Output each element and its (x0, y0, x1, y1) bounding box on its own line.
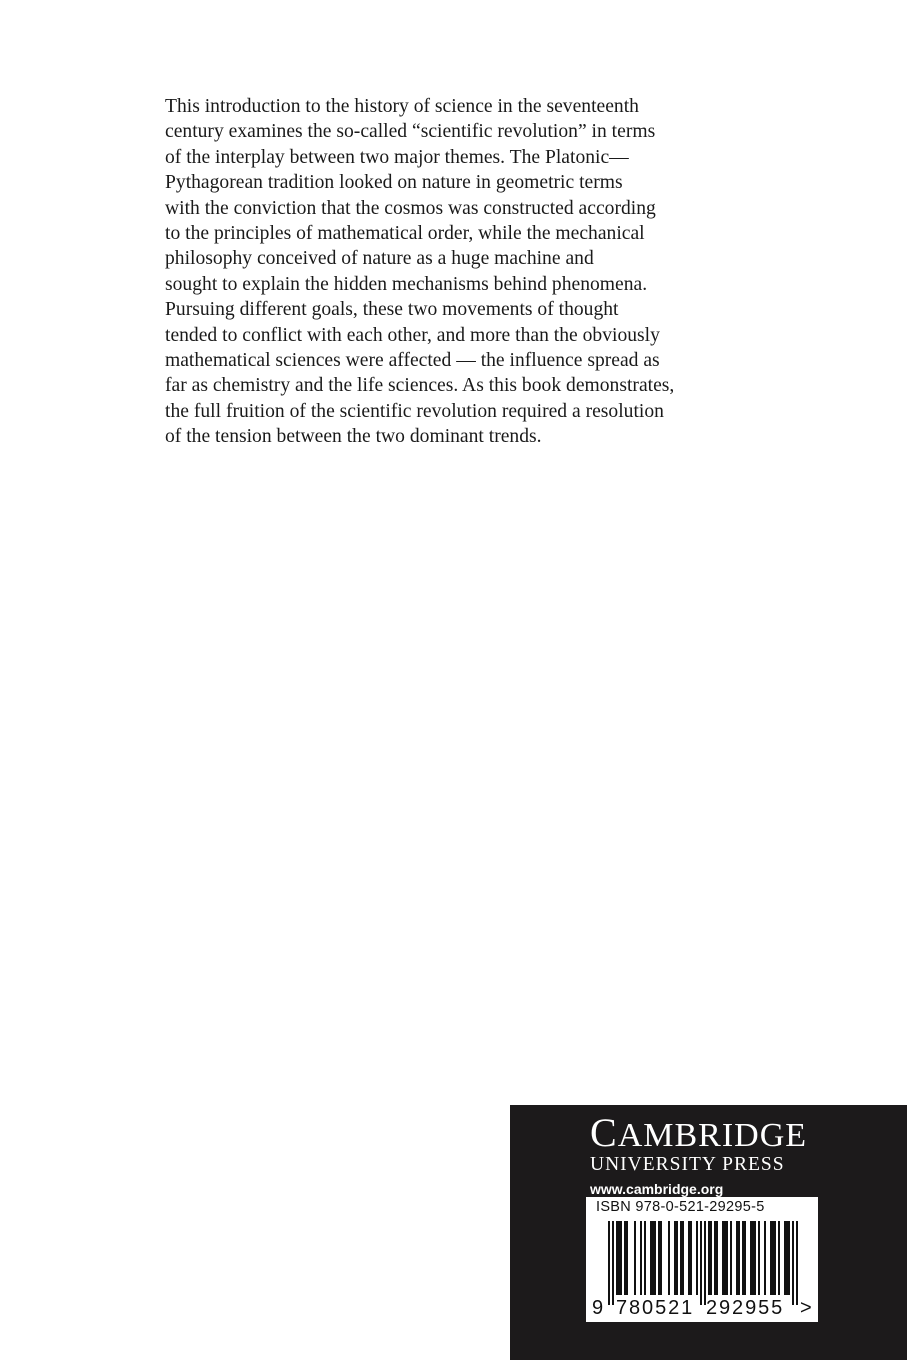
barcode-bar (784, 1221, 786, 1295)
barcode-quiet-zone-arrow: > (800, 1297, 812, 1319)
barcode-guard-bar (792, 1221, 794, 1305)
barcode-bar (764, 1221, 766, 1295)
barcode-bar (758, 1221, 760, 1295)
barcode-bar (650, 1221, 652, 1295)
barcode-bar (680, 1221, 682, 1295)
barcode-bar (676, 1221, 678, 1295)
barcode-bar (754, 1221, 756, 1295)
publisher-subtitle: UNIVERSITY PRESS (590, 1154, 785, 1175)
barcode-digits-left: 780521 (616, 1297, 695, 1319)
barcode-bar (770, 1221, 772, 1295)
blurb-line: century examines the so-called “scientific revolution” in terms (165, 121, 656, 143)
barcode-guard-bar (700, 1221, 702, 1305)
blurb-line: to the principles of mathematical order, while the mechanical (165, 223, 645, 245)
blurb-line: tended to conflict with each other, and more than the obviously (165, 324, 660, 346)
barcode-bar (774, 1221, 776, 1295)
barcode-guard-bar (796, 1221, 798, 1305)
blurb-line: This introduction to the history of science in the seventeenth (165, 96, 639, 117)
blurb-line: Pythagorean tradition looked on nature in geometric terms (165, 172, 623, 194)
barcode-bar (620, 1221, 622, 1295)
barcode-panel (586, 1197, 818, 1322)
barcode-bar (660, 1221, 662, 1295)
barcode-bar (716, 1221, 718, 1295)
blurb-line: far as chemistry and the life sciences. As this book demonstrates, (165, 375, 675, 397)
barcode-bar (722, 1221, 724, 1295)
barcode-bar (744, 1221, 746, 1295)
barcode-bar (772, 1221, 774, 1295)
barcode-bar (668, 1221, 670, 1295)
isbn-label: ISBN 978-0-521-29295-5 (596, 1199, 765, 1215)
barcode-bar (652, 1221, 654, 1295)
barcode-bar (640, 1221, 642, 1295)
barcode-bar (750, 1221, 752, 1295)
barcode-guard-bar (704, 1221, 706, 1305)
barcode-bar (714, 1221, 716, 1295)
blurb-line: of the interplay between two major themes. The Platonic— (165, 146, 629, 168)
publisher-url: www.cambridge.org (590, 1181, 724, 1197)
publisher-logo (590, 1110, 820, 1198)
barcode-bar (730, 1221, 732, 1295)
publisher-name-initial: C (590, 1110, 618, 1155)
barcode-bar (788, 1221, 790, 1295)
barcode-digits-right: 292955 (706, 1297, 785, 1319)
barcode-bar (726, 1221, 728, 1295)
publisher-panel (510, 1105, 907, 1360)
barcode-bar (778, 1221, 780, 1295)
barcode-bar (624, 1221, 626, 1295)
barcode-bar (786, 1221, 788, 1295)
blurb-line: the full fruition of the scientific revolution required a resolution (165, 400, 664, 422)
barcode-bar (752, 1221, 754, 1295)
blurb-line: sought to explain the hidden mechanisms behind phenomena. (165, 273, 648, 295)
blurb-line: mathematical sciences were affected — the influence spread as (165, 350, 660, 372)
barcode-bar (690, 1221, 692, 1295)
barcode-bar (674, 1221, 676, 1295)
barcode-bar (688, 1221, 690, 1295)
barcode-bar (708, 1221, 710, 1295)
barcode-guard-bar (608, 1221, 610, 1305)
barcode-bar (654, 1221, 656, 1295)
barcode-bar (616, 1221, 618, 1295)
barcode-bar (724, 1221, 726, 1295)
barcode-bar (634, 1221, 636, 1295)
blurb-line: with the conviction that the cosmos was constructed according (165, 197, 656, 219)
barcode-bar (658, 1221, 660, 1295)
blurb-line: philosophy conceived of nature as a huge machine and (165, 248, 594, 270)
barcode-bar (618, 1221, 620, 1295)
barcode-bar (738, 1221, 740, 1295)
barcode-bar (736, 1221, 738, 1295)
blurb-line: of the tension between the two dominant trends. (165, 426, 542, 448)
barcode-bar (682, 1221, 684, 1295)
barcode-bar (696, 1221, 698, 1295)
publisher-name (590, 1110, 820, 1155)
barcode-bar (626, 1221, 628, 1295)
barcode-digit-first: 9 (592, 1297, 604, 1319)
blurb-line: Pursuing different goals, these two movements of thought (165, 299, 619, 321)
publisher-name-rest: AMBRIDGE (617, 1117, 808, 1154)
back-cover-blurb (165, 94, 745, 450)
barcode-bar (710, 1221, 712, 1295)
barcode-guard-bar (612, 1221, 614, 1305)
barcode-bar (742, 1221, 744, 1295)
barcode-bar (644, 1221, 646, 1295)
